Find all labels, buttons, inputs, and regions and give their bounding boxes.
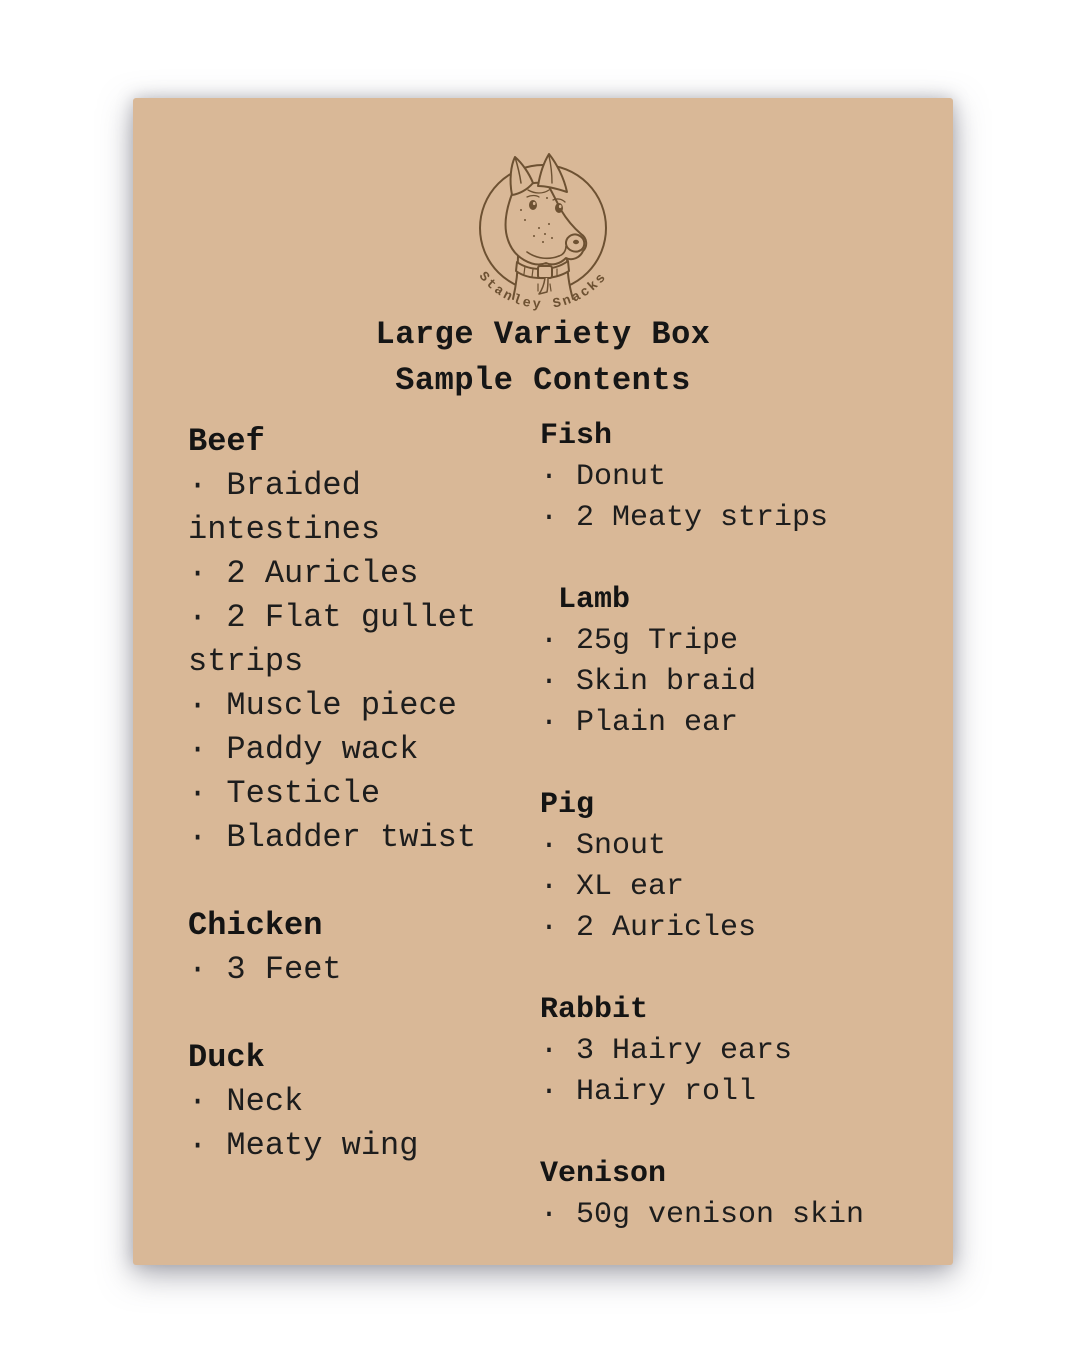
bullet-dot: · — [540, 624, 559, 658]
list-item — [540, 621, 940, 662]
page-title — [133, 312, 953, 404]
bullet-dot: · — [188, 555, 208, 592]
bullet-dot: · — [188, 467, 208, 504]
item-text: Braided intestines — [188, 467, 381, 548]
bullet-dot: · — [540, 1075, 559, 1109]
list-item — [540, 457, 940, 498]
title-line-1: Large Variety Box — [375, 316, 711, 353]
section-duck — [188, 1036, 540, 1168]
bullet-dot: · — [188, 1127, 208, 1164]
flyer-card — [133, 98, 953, 1265]
brand-name: Stanley Snacks — [474, 269, 612, 314]
item-text: XL ear — [576, 870, 685, 904]
list-item — [540, 662, 940, 703]
list-item — [188, 596, 540, 684]
item-text: 2 Auricles — [226, 555, 419, 592]
section-pig — [540, 785, 940, 949]
section-fish — [540, 416, 940, 539]
item-text: 2 Auricles — [576, 911, 757, 945]
section-heading: Duck — [188, 1039, 265, 1076]
bullet-dot: · — [188, 1083, 208, 1120]
item-text: Plain ear — [576, 706, 739, 740]
item-text: 3 Feet — [226, 951, 342, 988]
list-item — [188, 948, 540, 992]
bullet-dot: · — [188, 819, 208, 856]
section-heading: Pig — [540, 788, 595, 822]
list-item — [540, 1031, 940, 1072]
bullet-dot: · — [188, 687, 208, 724]
item-text: 2 Meaty strips — [576, 501, 829, 535]
item-text: 3 Hairy ears — [576, 1034, 793, 1068]
list-item — [188, 728, 540, 772]
section-heading: Beef — [188, 423, 265, 460]
list-item — [540, 908, 940, 949]
item-text: Paddy wack — [226, 731, 419, 768]
list-item — [188, 772, 540, 816]
bullet-dot: · — [540, 911, 559, 945]
list-item — [540, 867, 940, 908]
list-item — [540, 1072, 940, 1113]
section-lamb — [540, 580, 940, 744]
list-item — [188, 816, 540, 860]
section-venison — [540, 1154, 940, 1236]
bullet-dot: · — [188, 599, 208, 636]
section-chicken — [188, 904, 540, 992]
section-heading: Fish — [540, 419, 613, 453]
list-item — [188, 1080, 540, 1124]
item-text: Testicle — [226, 775, 381, 812]
item-text: Bladder twist — [226, 819, 477, 856]
bullet-dot: · — [540, 665, 559, 699]
list-item — [188, 1124, 540, 1168]
list-item — [540, 826, 940, 867]
item-text: 50g venison skin — [576, 1198, 865, 1232]
title-line-2: Sample Contents — [395, 362, 691, 399]
section-heading: Rabbit — [540, 993, 649, 1027]
bullet-dot: · — [188, 731, 208, 768]
item-text: Skin braid — [576, 665, 757, 699]
list-item — [188, 684, 540, 728]
contents-column-right — [540, 416, 940, 1236]
list-item — [540, 703, 940, 744]
bullet-dot: · — [540, 1034, 559, 1068]
dog-icon — [480, 154, 606, 303]
bullet-dot: · — [540, 460, 559, 494]
item-text: Hairy roll — [576, 1075, 757, 1109]
bullet-dot: · — [540, 1198, 559, 1232]
section-heading: Venison — [540, 1157, 667, 1191]
contents-column-left — [188, 420, 540, 1168]
list-item — [540, 1195, 940, 1236]
bullet-dot: · — [540, 870, 559, 904]
item-text: 25g Tripe — [576, 624, 739, 658]
bullet-dot: · — [540, 706, 559, 740]
item-text: Neck — [226, 1083, 304, 1120]
brand-logo — [455, 150, 631, 322]
item-text: Donut — [576, 460, 667, 494]
bullet-dot: · — [540, 501, 559, 535]
list-item — [540, 498, 940, 539]
bullet-dot: · — [540, 829, 559, 863]
list-item — [188, 552, 540, 596]
bullet-dot: · — [188, 775, 208, 812]
item-text: Meaty wing — [226, 1127, 419, 1164]
section-rabbit — [540, 990, 940, 1113]
section-heading: Chicken — [188, 907, 323, 944]
item-text: Snout — [576, 829, 667, 863]
section-heading: Lamb — [558, 583, 631, 617]
item-text: Muscle piece — [226, 687, 457, 724]
section-beef — [188, 420, 540, 860]
item-text: 2 Flat gullet strips — [188, 599, 477, 680]
bullet-dot: · — [188, 951, 208, 988]
list-item — [188, 464, 540, 552]
